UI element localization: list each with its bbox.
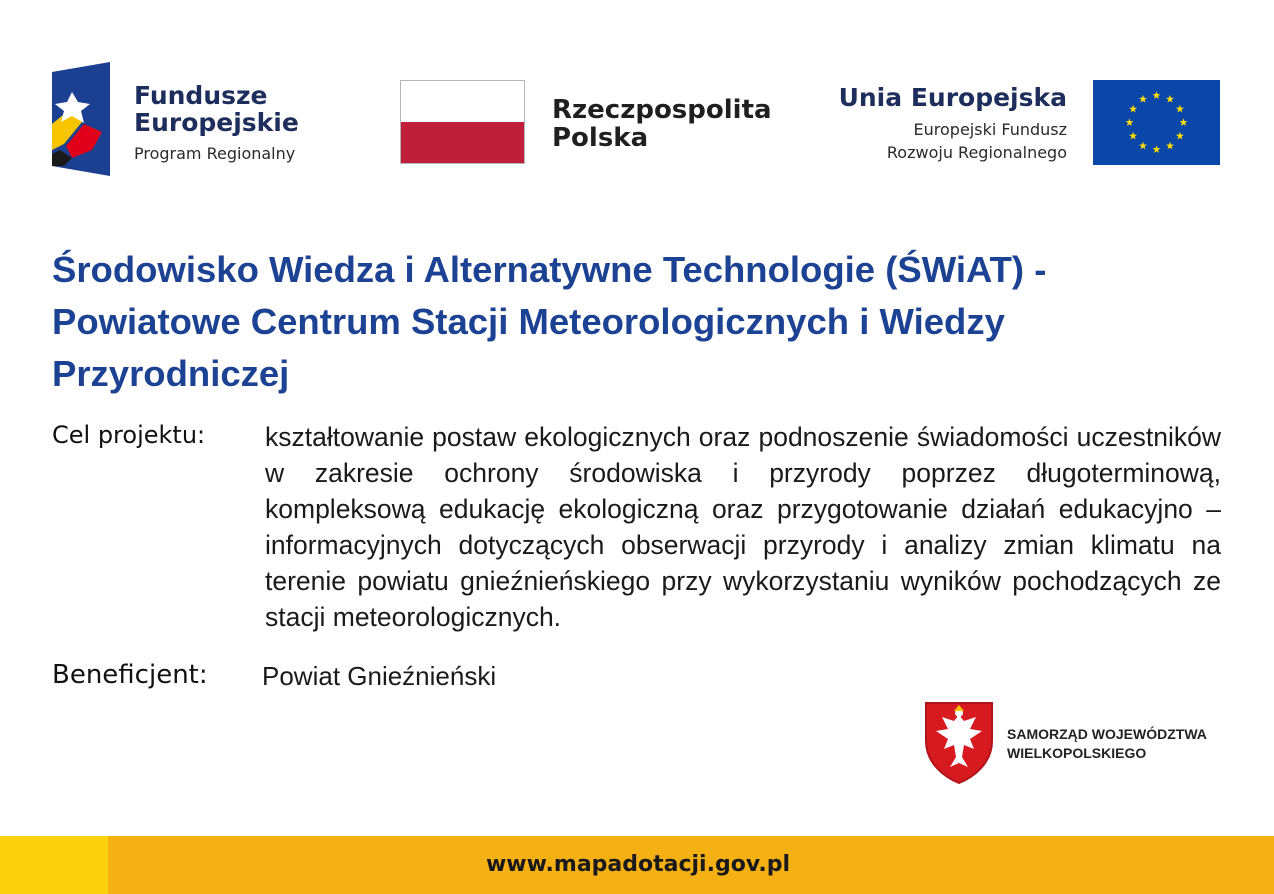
fe-logo-line1: Fundusze [134, 81, 268, 110]
rzeczpospolita-polska-text [552, 96, 772, 152]
beneficiary-value: Powiat Gnieźnieński [262, 661, 497, 691]
rp-logo-line2: Polska [552, 123, 649, 153]
goal-text: kształtowanie postaw ekologicznych oraz podnoszenie świadomości uczestników w zakresie ochrony środowiska i przyrody poprzez długoterminową, kompleksową edukację ekologiczną oraz przygotowanie działań edukacyjno – informacyjnych dotyczących obserwacji przyrody i analizy zmian klimatu na terenie powiatu gnieźnieńskiego przy wykorzystaniu wyników pochodzących ze stacji meteorologicznych. [265, 422, 1221, 632]
poland-flag-red-stripe [401, 122, 524, 163]
footer-url-link[interactable]: www.mapadotacji.gov.pl [485, 852, 791, 877]
samorzad-line2: WIELKOPOLSKIEGO [1007, 745, 1147, 761]
rp-logo-line1: Rzeczpospolita [552, 95, 772, 125]
fe-logo-line3: Program Regionalny [134, 144, 296, 163]
wielkopolska-crest-icon [924, 701, 994, 785]
unia-europejska-text [839, 84, 1067, 164]
goal-label: Cel projektu: [52, 421, 206, 449]
eu-logo-line3: Rozwoju Regionalnego [886, 143, 1067, 162]
eu-logo-line2: Europejski Fundusz [913, 120, 1067, 139]
project-title: Środowisko Wiedza i Alternatywne Technologie (ŚWiAT) - Powiatowe Centrum Stacji Meteorologicznych i Wiedzy Przyrodniczej [52, 249, 1047, 394]
footer-accent [0, 836, 108, 894]
fundusze-europejskie-text [134, 82, 299, 164]
poland-flag-icon [400, 80, 525, 164]
eu-flag-icon [1093, 80, 1220, 165]
samorzad-line1: SAMORZĄD WOJEWÓDZTWA [1007, 726, 1207, 742]
samorzad-text [1007, 725, 1207, 763]
eu-logo-line1: Unia Europejska [838, 83, 1067, 112]
beneficiary-label: Beneficjent: [52, 660, 208, 690]
fundusze-europejskie-logo-icon [52, 62, 110, 176]
fe-logo-line2: Europejskie [134, 108, 299, 137]
